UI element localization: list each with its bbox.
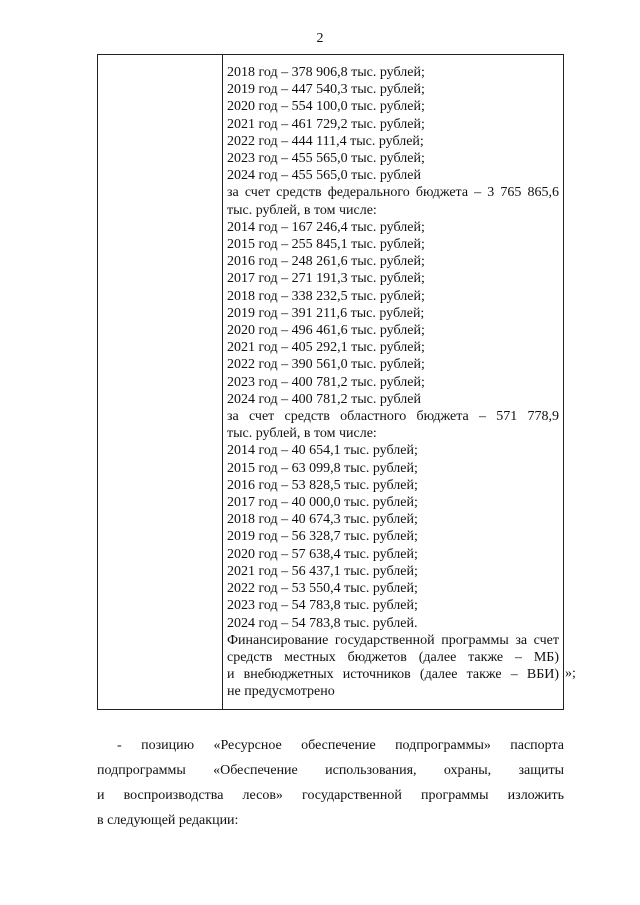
body-line: - позицию «Ресурсное обеспечение подпрограммы» паспорта [117,738,564,753]
financing-line: Финансирование государственной программы за счет [227,632,559,648]
body-line: в следующей редакции: [97,813,239,828]
body-paragraph [97,733,564,833]
year-line: 2024 год – 54 783,8 тыс. рублей. [227,615,418,631]
page-number: 2 [316,31,324,46]
year-line: 2024 год – 455 565,0 тыс. рублей [227,168,421,184]
year-line: 2022 год – 444 111,4 тыс. рублей; [227,133,424,149]
table-right-column [227,64,559,701]
year-line: 2015 год – 255 845,1 тыс. рублей; [227,237,425,253]
federal-heading-line2: тыс. рублей, в том числе: [227,202,377,218]
regional-heading-line1: за счет средств областного бюджета – 571 778,9 [227,409,559,425]
closing-quote-mark: »; [565,666,576,681]
table-left-column [98,55,223,709]
year-line: 2023 год – 400 781,2 тыс. рублей; [227,374,425,390]
year-line: 2018 год – 338 232,5 тыс. рублей; [227,288,425,304]
financing-line: не предусмотрено [227,684,335,700]
resource-table [97,54,564,710]
year-line: 2021 год – 405 292,1 тыс. рублей; [227,340,425,356]
federal-year-list [227,219,559,408]
year-line: 2014 год – 167 246,4 тыс. рублей; [227,219,425,235]
year-line: 2019 год – 391 211,6 тыс. рублей; [227,305,425,321]
body-line: подпрограммы «Обеспечение использования, охраны, защиты [97,763,564,778]
year-line: 2022 год – 390 561,0 тыс. рублей; [227,357,425,373]
year-line: 2016 год – 248 261,6 тыс. рублей; [227,254,425,270]
year-line: 2016 год – 53 828,5 тыс. рублей; [227,477,418,493]
year-line: 2014 год – 40 654,1 тыс. рублей; [227,443,418,459]
year-line: 2018 год – 378 906,8 тыс. рублей; [227,65,425,80]
financing-line: средств местных бюджетов (далее также – МБ) [227,649,559,665]
year-line: 2019 год – 56 328,7 тыс. рублей; [227,529,418,545]
top-year-list [227,64,559,184]
financing-line: и внебюджетных источников (далее также – ВБИ) [227,667,559,683]
year-line: 2020 год – 496 461,6 тыс. рублей; [227,323,425,339]
year-line: 2021 год – 461 729,2 тыс. рублей; [227,116,425,132]
year-line: 2022 год – 53 550,4 тыс. рублей; [227,581,418,597]
year-line: 2019 год – 447 540,3 тыс. рублей; [227,82,425,98]
year-line: 2018 год – 40 674,3 тыс. рублей; [227,512,418,528]
year-line: 2020 год – 554 100,0 тыс. рублей; [227,99,425,115]
regional-year-list [227,442,559,631]
year-line: 2021 год – 56 437,1 тыс. рублей; [227,563,418,579]
regional-heading-line2: тыс. рублей, в том числе: [227,426,377,442]
financing-note [227,632,559,701]
year-line: 2023 год – 54 783,8 тыс. рублей; [227,598,418,614]
year-line: 2015 год – 63 099,8 тыс. рублей; [227,460,418,476]
year-line: 2017 год – 271 191,3 тыс. рублей; [227,271,425,287]
year-line: 2017 год – 40 000,0 тыс. рублей; [227,495,418,511]
year-line: 2024 год – 400 781,2 тыс. рублей [227,391,421,407]
year-line: 2023 год – 455 565,0 тыс. рублей; [227,151,425,167]
year-line: 2020 год – 57 638,4 тыс. рублей; [227,546,418,562]
federal-heading-line1: за счет средств федерального бюджета – 3 765 865,6 [227,185,559,201]
body-line: и воспроизводства лесов» государственной программы изложить [97,788,564,803]
